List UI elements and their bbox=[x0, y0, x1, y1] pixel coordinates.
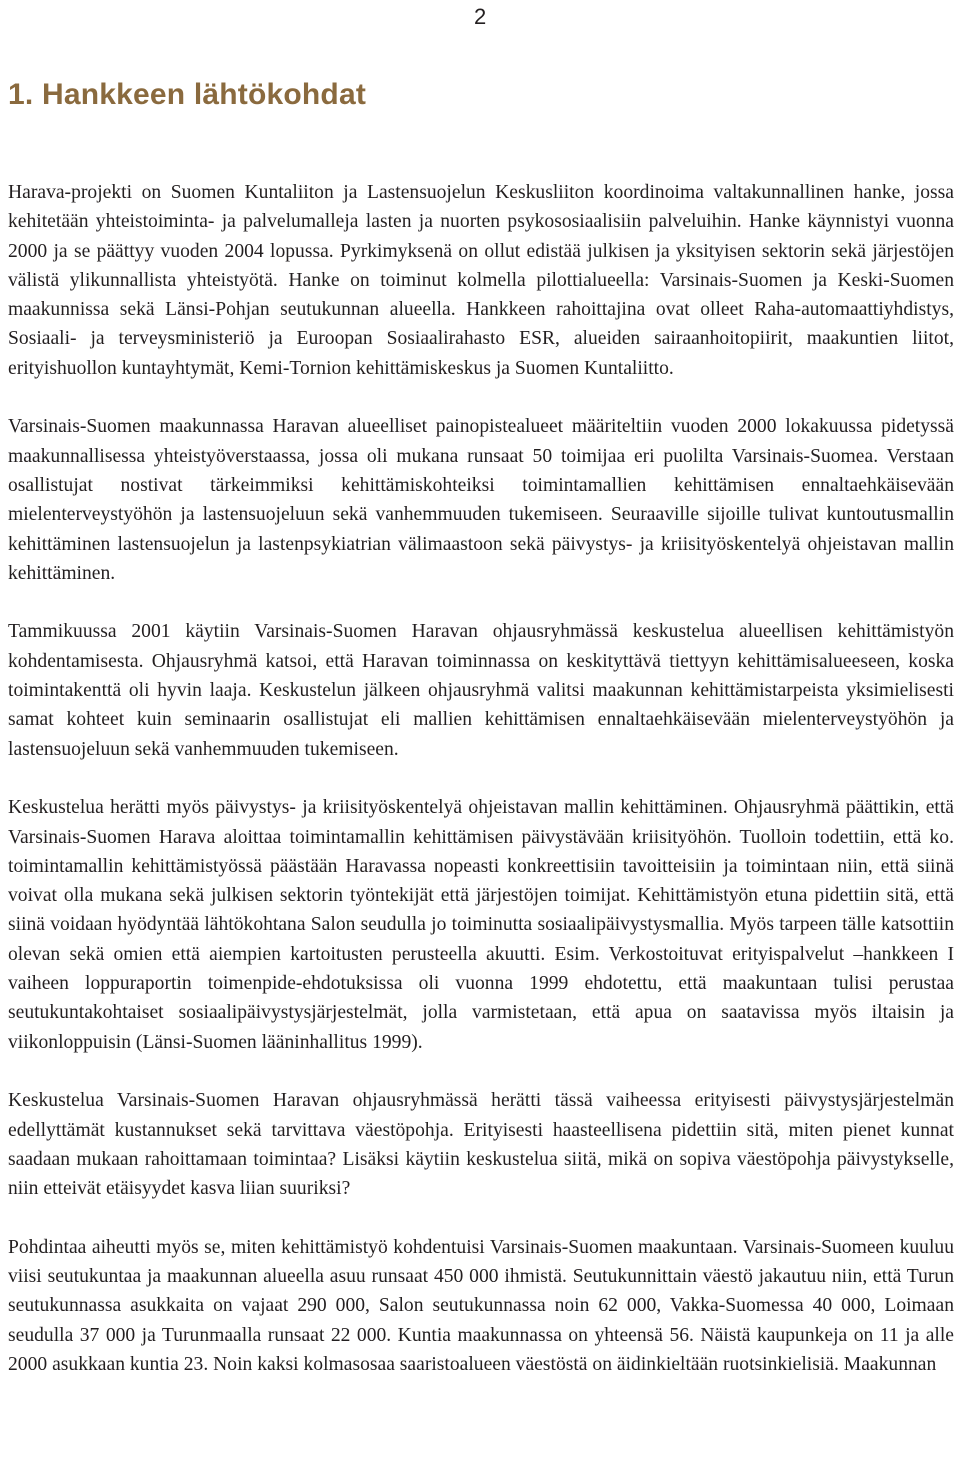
paragraph-project-background: Harava-projekti on Suomen Kuntaliiton ja Lastensuojelun Keskusliiton koordinoima valtakunnallinen hanke, jossa kehitetään yhteistoiminta- ja palvelumalleja lasten ja nuorten psykososiaalisiin palveluihin. Hanke käynnistyi vuonna 2000 ja se päättyy vuoden 2004 lopussa. Pyrkimyksenä on ollut edistää julkisen ja yksityisen sektorin sekä järjestöjen välistä ylikunnallista yhteistyötä. Hanke on toiminut kolmella pilottialueella: Varsinais-Suomen ja Keski-Suomen maakunnissa sekä Länsi-Pohjan seutukunnan alueella. Hankkeen rahoittajina ovat olleet Raha-automaattiyhdistys, Sosiaali- ja terveysministeriö ja Euroopan Sosiaalirahasto ESR, alueiden sairaanhoitopiirit, maakuntien liitot, erityishuollon kuntayhtymät, Kemi-Tornion kehittämiskeskus ja Suomen Kuntaliitto. bbox=[8, 182, 954, 379]
body-text bbox=[8, 178, 954, 1408]
section-heading: 1. Hankkeen lähtökohdat bbox=[8, 78, 367, 111]
paragraph-regional-focus: Varsinais-Suomen maakunnassa Haravan alueelliset painopistealueet määriteltiin vuoden 2000 lokakuussa pidetyssä maakunnallisessa yhteistyöverstaassa, jossa oli mukana runsaat 50 toimijaa eri puolilta Varsinais-Suomea. Verstaan osallistujat nostivat tärkeimmiksi kehittämiskohteiksi toimintamallien kehittämisen ennaltaehkäisevään mielenterveystyöhön ja lastensuojeluun sekä vanhemmuuden tukemiseen. Seuraaville sijoille tulivat kuntoutusmallin kehittäminen lastensuojelun ja lastenpsykiatrian välimaastoon sekä päivystys- ja kriisityöskentelyä ohjeistavan mallin kehittäminen. bbox=[8, 416, 954, 584]
paragraph-crisis-work: Keskustelua herätti myös päivystys- ja kriisityöskentelyä ohjeistavan mallin kehittäminen. Ohjausryhmä päättikin, että Varsinais-Suomen Harava aloittaa toimintamallin kehittämisen päivystävään kriisityöhön. Tuolloin todettiin, että ko. toimintamallin kehittämistyössä päästään Haravassa nopeasti konkreettisiin tavoitteisiin ja toimintaan niin, että siinä voivat olla mukana sekä julkisen sektorin työntekijät että järjestöjen toimijat. Kehittämistyön etuna pidettiin sitä, että siinä voidaan hyödyntää lähtökohtana Salon seudulla jo toiminutta sosiaalipäivystysmallia. Myös tarpeen tälle katsottiin olevan sekä omien että aiempien kartoitusten perusteella akuutti. Esim. Verkostoituvat erityispalvelut –hankkeen I vaiheen loppuraportin toimenpide-ehdotuksissa oli vuonna 1999 ehdotettu, että maakuntaan tulisi perustaa seutukuntakohtaiset sosiaalipäivystysjärjestelmät, jolla varmistetaan, että apua on saatavissa myös iltaisin ja viikonloppuisin (Länsi-Suomen lääninhallitus 1999). bbox=[8, 797, 954, 1053]
paragraph-steering-group: Tammikuussa 2001 käytiin Varsinais-Suomen Haravan ohjausryhmässä keskustelua alueellisen kehittämistyön kohdentamisesta. Ohjausryhmä katsoi, että Haravan toiminnassa on keskityttävä tiettyyn kehittämisalueeseen, koska toimintakenttä oli hyvin laaja. Keskustelun jälkeen ohjausryhmä valitsi maakunnan kehittämistarpeista yksimielisesti samat kohteet kuin seminaarin osallistujat eli mallien kehittämisen ennaltaehkäisevään mielenterveystyöhön ja lastensuojeluun sekä vanhemmuuden tukemiseen. bbox=[8, 621, 954, 760]
paragraph-costs-discussion: Keskustelua Varsinais-Suomen Haravan ohjausryhmässä herätti tässä vaiheessa erityisesti päivystysjärjestelmän edellyttämät kustannukset sekä tarvittava väestöpohja. Erityisesti haasteellisena pidettiin sitä, miten pienet kunnat saadaan mukaan rahoittamaan toimintaa? Lisäksi käytiin keskustelua siitä, mikä on sopiva väestöpohja päivystykselle, niin etteivät etäisyydet kasva liian suuriksi? bbox=[8, 1090, 954, 1200]
paragraph-population: Pohdintaa aiheutti myös se, miten kehittämistyö kohdentuisi Varsinais-Suomen maakuntaan. Varsinais-Suomeen kuuluu viisi seutukuntaa ja maakunnan alueella asuu runsaat 450 000 ihmistä. Seutukunnittain väestö jakautuu niin, että Turun seutukunnassa asukkaita on vajaat 290 000, Salon seutukunnassa noin 62 000, Vakka-Suomessa 40 000, Loimaan seudulla 37 000 ja Turunmaalla runsaat 22 000. Kuntia maakunnassa on yhteensä 56. Näistä kaupunkeja on 11 ja alle 2000 asukkaan kuntia 23. Noin kaksi kolmasosaa saaristoalueen väestöstä on äidinkieltään ruotsinkielisiä. Maakunnan bbox=[8, 1236, 954, 1375]
page-number: 2 bbox=[474, 4, 487, 29]
